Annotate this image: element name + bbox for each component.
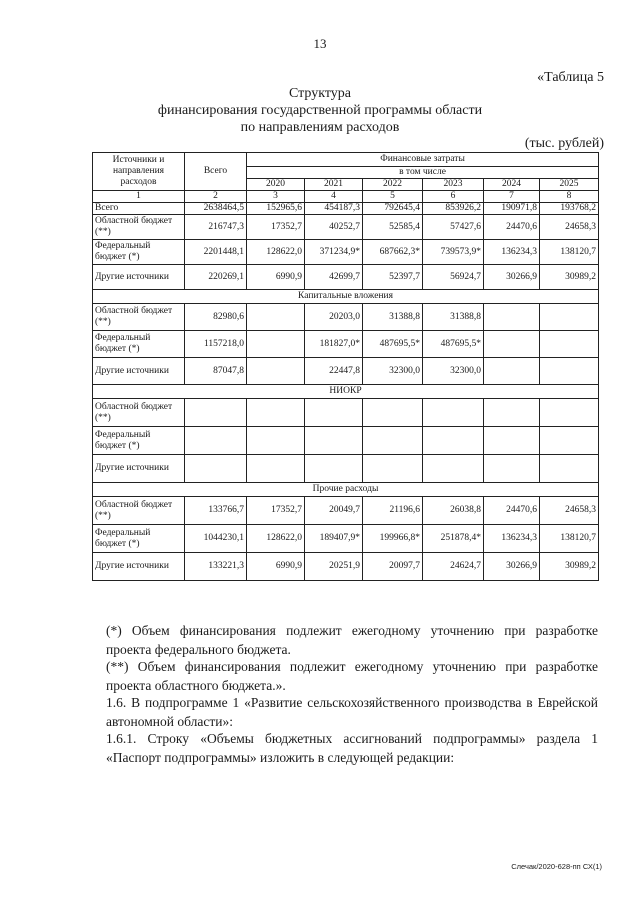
cell-value xyxy=(540,455,599,483)
header-expenses: Финансовые затраты xyxy=(247,153,599,167)
cell-value: 128622,0 xyxy=(247,240,305,265)
cell-value: 24658,3 xyxy=(540,215,599,240)
cell-value xyxy=(185,427,247,455)
column-number: 2 xyxy=(185,191,247,203)
cell-value: 40252,7 xyxy=(305,215,363,240)
paragraph-1-6-1: 1.6.1. Строку «Объемы бюджетных ассигнований подпрограммы» раздела 1 «Паспорт подпрограммы» изложить в следующей редакции: xyxy=(106,731,598,765)
cell-value: 138120,7 xyxy=(540,525,599,553)
cell-value xyxy=(484,427,540,455)
cell-value xyxy=(363,399,423,427)
cell-value xyxy=(540,399,599,427)
cell-value xyxy=(247,358,305,385)
cell-value: 189407,9* xyxy=(305,525,363,553)
cell-value xyxy=(247,304,305,331)
cell-value xyxy=(484,399,540,427)
table-row xyxy=(93,525,599,553)
cell-value xyxy=(185,399,247,427)
cell-value: 52585,4 xyxy=(363,215,423,240)
cell-value xyxy=(247,331,305,358)
table-row xyxy=(93,304,599,331)
section-other-expenses: Прочие расходы xyxy=(93,483,599,497)
cell-value xyxy=(540,358,599,385)
cell-value xyxy=(423,455,484,483)
cell-value xyxy=(247,427,305,455)
column-number: 7 xyxy=(484,191,540,203)
table-row xyxy=(93,215,599,240)
column-number: 8 xyxy=(540,191,599,203)
cell-value: 152965,6 xyxy=(247,203,305,215)
paragraph-1-6: 1.6. В подпрограмме 1 «Развитие сельскохозяйственного производства в Еврейской автономной области»: xyxy=(106,695,598,729)
cell-value: 454187,3 xyxy=(305,203,363,215)
table-row xyxy=(93,553,599,581)
cell-value: 136234,3 xyxy=(484,240,540,265)
year-header: 2022 xyxy=(363,179,423,191)
cell-value: 32300,0 xyxy=(423,358,484,385)
title-line-2: финансирования государственной программы области xyxy=(157,103,483,118)
row-label: Всего xyxy=(93,203,185,215)
cell-value: 30266,9 xyxy=(484,553,540,581)
column-number: 3 xyxy=(247,191,305,203)
cell-value: 181827,0* xyxy=(305,331,363,358)
cell-value: 30989,2 xyxy=(540,553,599,581)
cell-value: 31388,8 xyxy=(363,304,423,331)
cell-value: 30989,2 xyxy=(540,265,599,290)
cell-value: 20049,7 xyxy=(305,497,363,525)
cell-value xyxy=(484,455,540,483)
cell-value: 20097,7 xyxy=(363,553,423,581)
cell-value: 32300,0 xyxy=(363,358,423,385)
table-reference: «Таблица 5 xyxy=(537,70,604,85)
cell-value xyxy=(185,455,247,483)
cell-value: 24470,6 xyxy=(484,497,540,525)
row-label: Другие источники xyxy=(93,358,185,385)
cell-value: 20251,9 xyxy=(305,553,363,581)
cell-value: 17352,7 xyxy=(247,215,305,240)
cell-value: 2638464,5 xyxy=(185,203,247,215)
table-row xyxy=(93,331,599,358)
cell-value: 199966,8* xyxy=(363,525,423,553)
row-label: Областной бюджет (**) xyxy=(93,215,185,240)
cell-value xyxy=(305,399,363,427)
cell-value: 30266,9 xyxy=(484,265,540,290)
header-including: в том числе xyxy=(247,167,599,179)
row-label: Другие источники xyxy=(93,265,185,290)
cell-value xyxy=(305,427,363,455)
cell-value: 133766,7 xyxy=(185,497,247,525)
cell-value xyxy=(423,399,484,427)
cell-value: 52397,7 xyxy=(363,265,423,290)
cell-value xyxy=(540,331,599,358)
note-federal: (*) Объем финансирования подлежит ежегодному уточнению при разработке проекта федерального бюджета. xyxy=(106,623,598,657)
cell-value xyxy=(363,427,423,455)
cell-value: 24624,7 xyxy=(423,553,484,581)
cell-value: 487695,5* xyxy=(363,331,423,358)
cell-value: 739573,9* xyxy=(423,240,484,265)
table-row xyxy=(93,399,599,427)
cell-value xyxy=(540,304,599,331)
cell-value: 190971,8 xyxy=(484,203,540,215)
cell-value: 21196,6 xyxy=(363,497,423,525)
row-label: Другие источники xyxy=(93,553,185,581)
cell-value xyxy=(247,399,305,427)
cell-value: 22447,8 xyxy=(305,358,363,385)
row-label: Областной бюджет (**) xyxy=(93,497,185,525)
cell-value: 1157218,0 xyxy=(185,331,247,358)
cell-value: 792645,4 xyxy=(363,203,423,215)
column-number: 5 xyxy=(363,191,423,203)
note-regional: (**) Объем финансирования подлежит ежегодному уточнению при разработке проекта областного бюджета.». xyxy=(106,659,598,693)
cell-value xyxy=(484,304,540,331)
section-niokr: НИОКР xyxy=(93,385,599,399)
cell-value: 193768,2 xyxy=(540,203,599,215)
cell-value: 42699,7 xyxy=(305,265,363,290)
cell-value: 136234,3 xyxy=(484,525,540,553)
cell-value: 26038,8 xyxy=(423,497,484,525)
cell-value: 487695,5* xyxy=(423,331,484,358)
table-row xyxy=(93,497,599,525)
cell-value: 87047,8 xyxy=(185,358,247,385)
footer-code: Слечак/2020-628-пп СХ(1) xyxy=(511,862,602,871)
column-number: 4 xyxy=(305,191,363,203)
year-header: 2021 xyxy=(305,179,363,191)
cell-value xyxy=(305,455,363,483)
cell-value: 24658,3 xyxy=(540,497,599,525)
cell-value: 371234,9* xyxy=(305,240,363,265)
row-label: Областной бюджет (**) xyxy=(93,399,185,427)
cell-value: 31388,8 xyxy=(423,304,484,331)
cell-value xyxy=(363,455,423,483)
cell-value: 20203,0 xyxy=(305,304,363,331)
cell-value xyxy=(484,331,540,358)
row-label: Областной бюджет (**) xyxy=(93,304,185,331)
row-label: Другие источники xyxy=(93,455,185,483)
cell-value: 216747,3 xyxy=(185,215,247,240)
cell-value: 56924,7 xyxy=(423,265,484,290)
cell-value: 2201448,1 xyxy=(185,240,247,265)
cell-value: 24470,6 xyxy=(484,215,540,240)
row-label: Федеральный бюджет (*) xyxy=(93,525,185,553)
table-row xyxy=(93,240,599,265)
column-number: 6 xyxy=(423,191,484,203)
row-label: Федеральный бюджет (*) xyxy=(93,240,185,265)
unit-label: (тыс. рублей) xyxy=(524,136,604,151)
year-header: 2024 xyxy=(484,179,540,191)
cell-value: 6990,9 xyxy=(247,265,305,290)
financing-table xyxy=(92,152,599,581)
cell-value: 128622,0 xyxy=(247,525,305,553)
cell-value: 138120,7 xyxy=(540,240,599,265)
cell-value: 6990,9 xyxy=(247,553,305,581)
cell-value: 687662,3* xyxy=(363,240,423,265)
title-line-3: по направлениям расходов xyxy=(240,120,400,135)
page-number: 13 xyxy=(313,36,327,51)
cell-value: 251878,4* xyxy=(423,525,484,553)
year-header: 2023 xyxy=(423,179,484,191)
cell-value: 17352,7 xyxy=(247,497,305,525)
cell-value xyxy=(540,427,599,455)
cell-value: 57427,6 xyxy=(423,215,484,240)
section-capital-investments: Капитальные вложения xyxy=(93,290,599,304)
table-row xyxy=(93,427,599,455)
cell-value: 133221,3 xyxy=(185,553,247,581)
cell-value xyxy=(423,427,484,455)
cell-value xyxy=(484,358,540,385)
cell-value: 82980,6 xyxy=(185,304,247,331)
table-row xyxy=(93,265,599,290)
column-number: 1 xyxy=(93,191,185,203)
cell-value xyxy=(247,455,305,483)
title-line-1: Структура xyxy=(288,86,352,101)
cell-value: 853926,2 xyxy=(423,203,484,215)
year-header: 2025 xyxy=(540,179,599,191)
row-label: Федеральный бюджет (*) xyxy=(93,331,185,358)
row-label: Федеральный бюджет (*) xyxy=(93,427,185,455)
header-total: Всего xyxy=(185,153,247,191)
year-header: 2020 xyxy=(247,179,305,191)
table-row xyxy=(93,203,599,215)
table-row xyxy=(93,455,599,483)
cell-value: 220269,1 xyxy=(185,265,247,290)
header-sources: Источники и направления расходов xyxy=(93,153,185,191)
cell-value: 1044230,1 xyxy=(185,525,247,553)
table-row xyxy=(93,358,599,385)
